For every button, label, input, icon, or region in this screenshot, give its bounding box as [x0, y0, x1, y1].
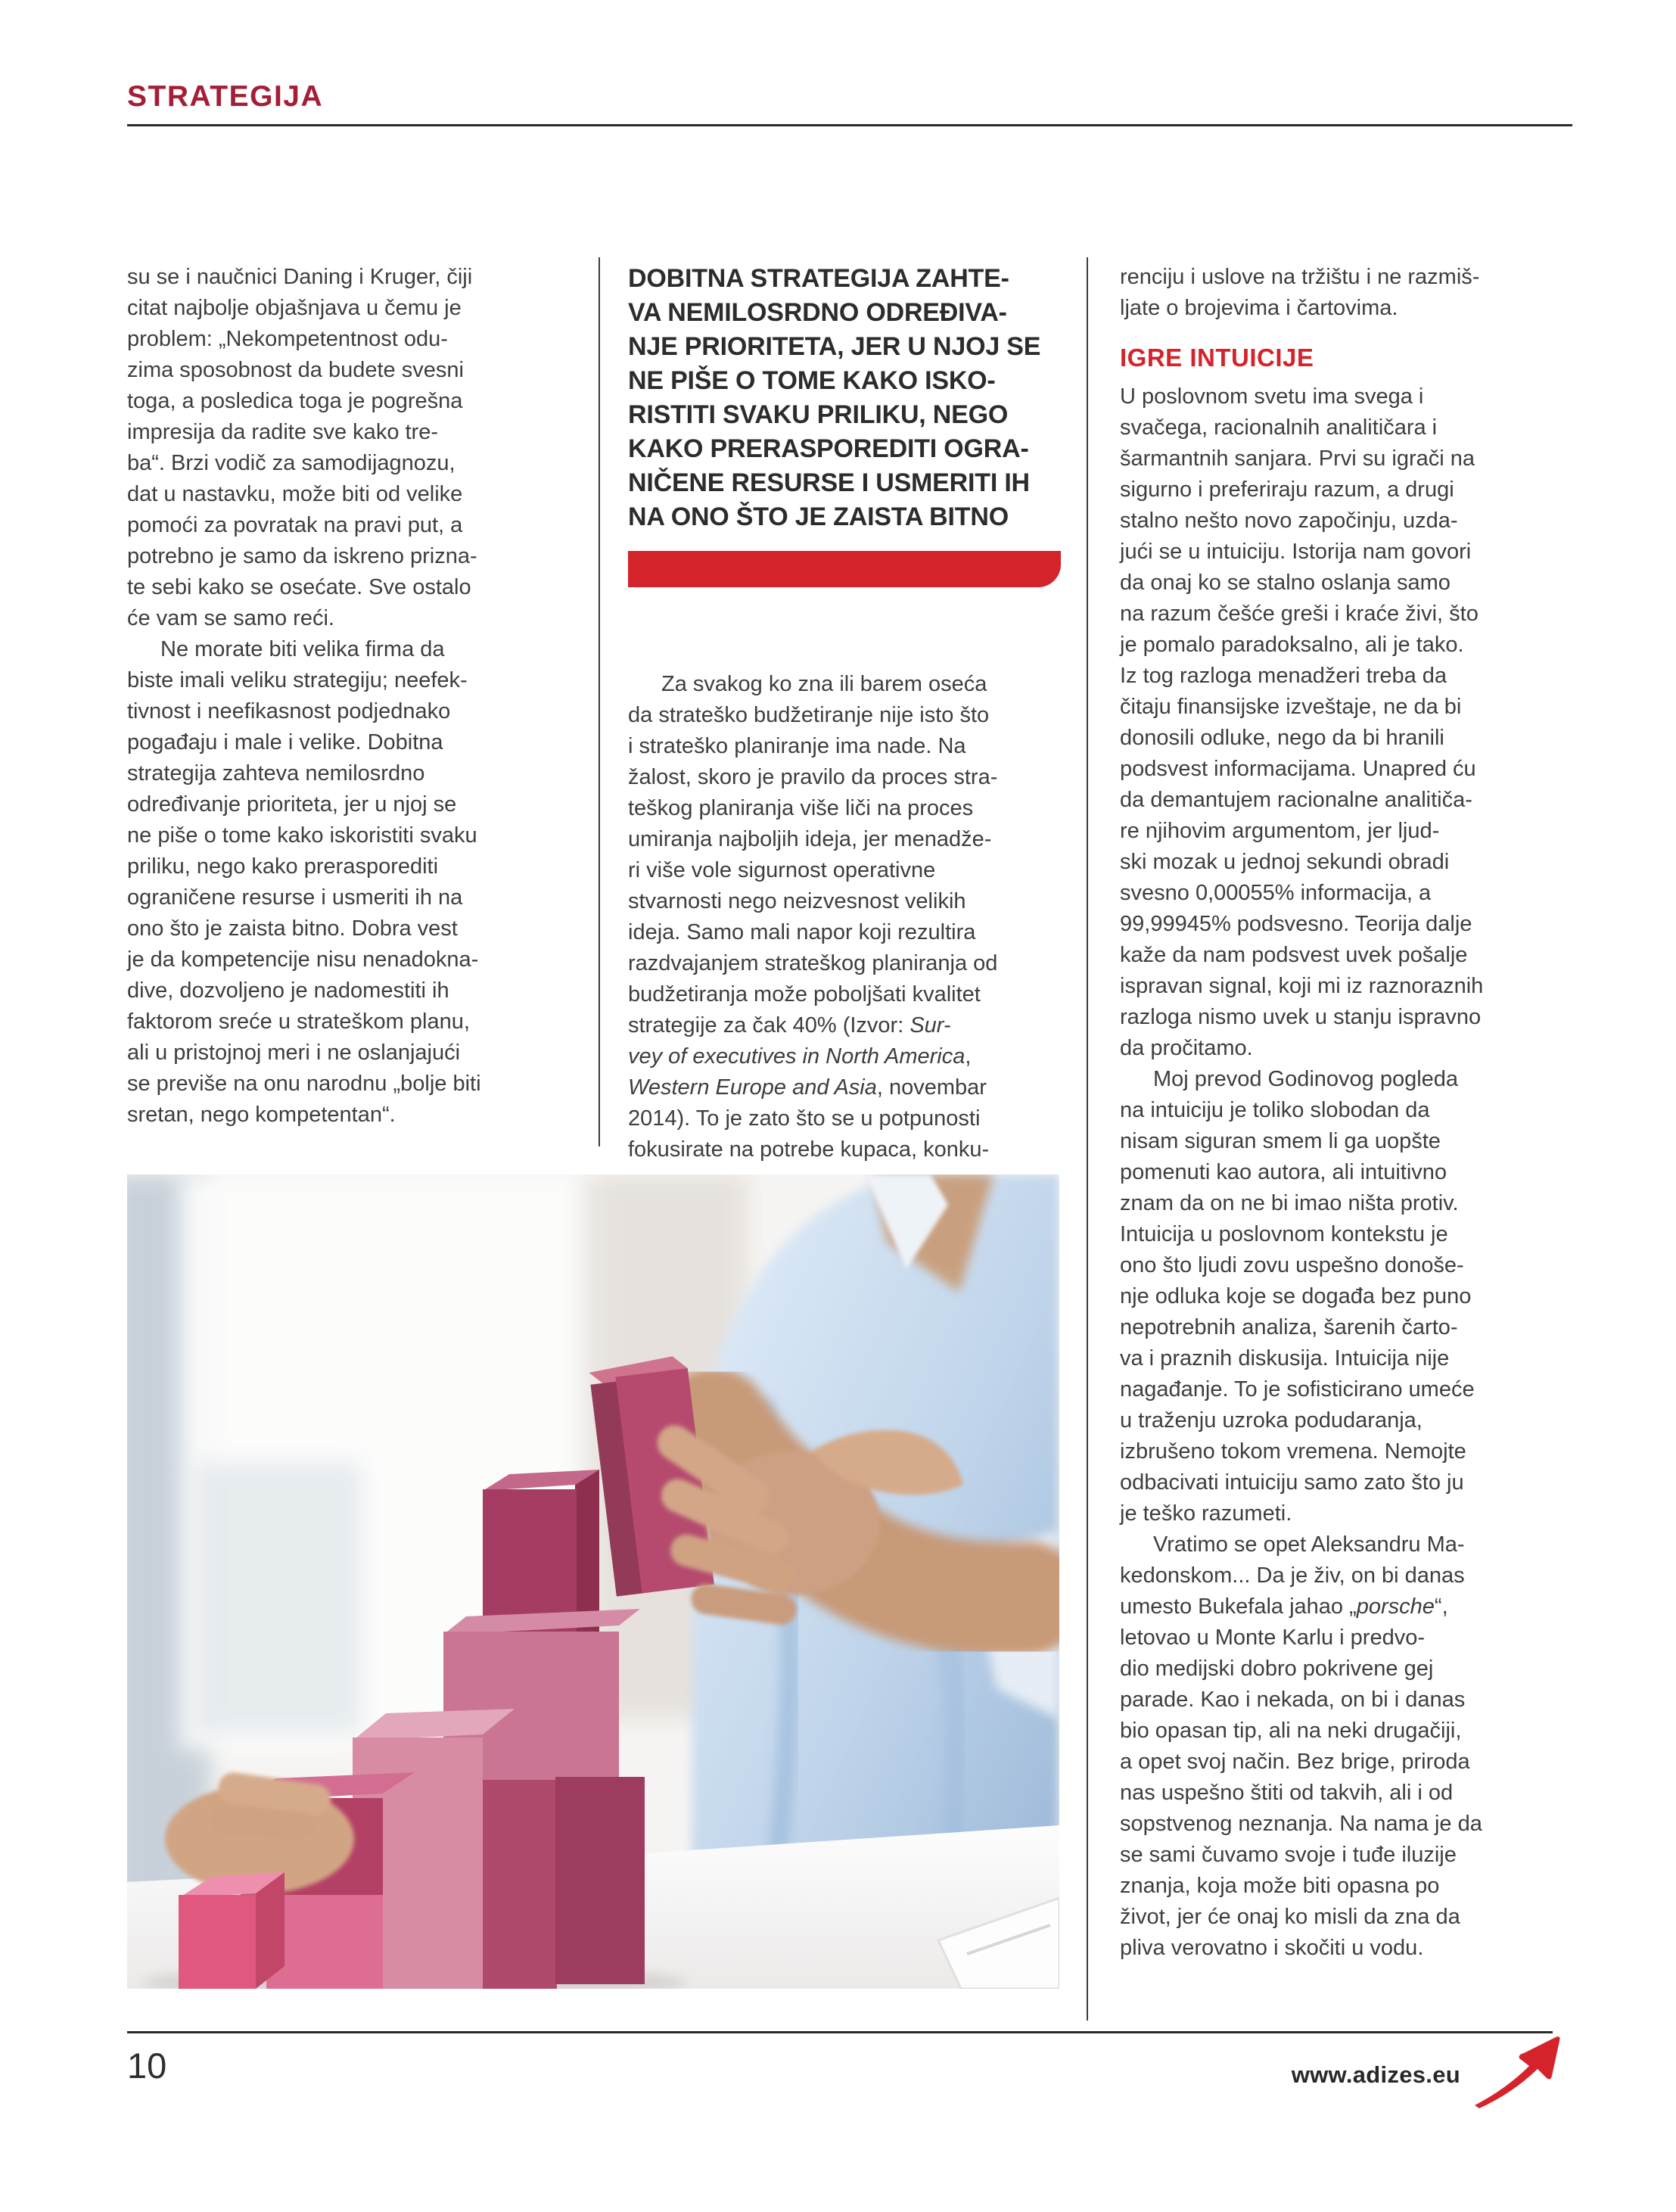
paragraph: Ne morate biti velika firma da biste imali veliku strategiju; neefek- tivnost i neefikasnost podjednako pogađaju i male i velike. Dobitna strategija zahteva nemilosrdno određivanje prioriteta, jer u njoj se ne piše o tome kako iskoristiti svaku priliku, nego kako prerasporediti ograničene resurse i usmeriti ih na ono što je zaista bitno. Dobra vest je da kompetencije nisu nenadokna- dive, dozvoljeno je nadomestiti ih faktorom sreće u strateškom planu, ali u pristojnoj meri i ne oslanjajući se previše na onu narodnu „bolje biti sretan, nego kompetentan“.: [127, 637, 481, 1127]
stacking-blocks-illustration: [127, 1174, 1059, 1989]
paragraph: Vratimo se opet Aleksandru Ma- kedonskom... Da je živ, on bi danas umesto Bukefala jahao „porsche“, letovao u Monte Karlu i predvo- dio medijski dobro pokrivene gej parade. Kao i nekada, on bi i danas bio opasan tip, ali na neki drugačiji, a opet svoj način. Bez brige, priroda nas uspešno štiti od takvih, ali i od sopstvenog neznanja. Na nama je da se sami čuvamo svoje i tuđe iluzije znanja, koja može biti opasna po život, jer će onaj ko misli da zna da pliva verovatno i skočiti u vodu.: [1120, 1532, 1482, 1960]
footer-rule: [127, 2031, 1553, 2033]
column-divider-right: [1087, 257, 1088, 2021]
column-right: [1120, 262, 1581, 1964]
paragraph: DOBITNA STRATEGIJA ZAHTE- VA NEMILOSRDNO ODREĐIVA- NJE PRIORITETA, JER U NJOJ SE NE PIŠE O TOME KAKO ISKO- RISTITI SVAKU PRILIKU, NEGO KAKO PRERASPOREDITI OGRA- NIČENE RESURSE I USMERITI IH NA ONO ŠTO JE ZAISTA BITNO: [628, 264, 1041, 531]
paragraph: U poslovnom svetu ima svega i svačega, racionalnih analitičara i šarmantnih sanjara. Prvi su igrači na sigurno i preferiraju razum, a drugi stalno nešto novo započinju, uzda- jući se u intuiciju. Istorija nam govori da onaj ko se stalno oslanja samo na razum češće greši i kraće živi, što je pomalo paradoksalno, ali je tako. Iz tog razloga menadžeri treba da čitaju finansijske izveštaje, ne da bi donosili odluke, nego da bi hranili podsvest informacijama. Unapred ću da demantujem racionalne analitiča- re njihovim argumentom, jer ljud- ski mozak u jednoj sekundi obradi svesno 0,00055% informacija, a 99,99945% podsvesno. Teorija dalje kaže da nam podsvest uvek pošalje ispravan signal, koji mi iz raznoraznih razloga nismo uvek u stanju ispravno da pročitamo.: [1120, 384, 1484, 1060]
section-kicker: STRATEGIJA: [127, 80, 324, 113]
page-number: 10: [127, 2046, 167, 2086]
section-heading: IGRE INTUICIJE: [1120, 344, 1314, 372]
paragraph: Moj prevod Godinovog pogleda na intuiciju je toliko slobodan da nisam siguran smem li ga uopšte pomenuti kao autora, ali intuitivno znam da on ne bi imao ništa protiv. Intuicija u poslovnom kontekstu je ono što ljudi zovu uspešno donoše- nje odluka koje se događa bez puno nepotrebnih analiza, šarenih čarto- va i praznih diskusija. Intuicija nije nagađanje. To je sofisticirano umeće u traženju uzroka podudaranja, izbrušeno tokom vremena. Nemojte odbacivati intuiciju samo zato što ju je teško razumeti.: [1120, 1067, 1475, 1526]
adizes-arrow-logo: [1473, 2034, 1564, 2108]
paragraph: su se i naučnici Daning i Kruger, čiji citat najbolje objašnjava u čemu je problem: „Nekompetentnost odu- zima sposobnost da budete svesni toga, a posledica toga je pogrešna impresija da radite sve kako tre- ba“. Brzi vodič za samodijagnozu, dat u nastavku, može biti od velike pomoći za povratak na pravi put, a potrebno je samo da iskreno prizna- te sebi kako se osećate. Sve ostalo će vam se samo reći.: [127, 265, 477, 630]
paragraph: renciju i uslove na tržištu i ne razmiš- ljate o brojevima i čartovima.: [1120, 265, 1480, 320]
website-url: www.adizes.eu: [1291, 2061, 1460, 2088]
column-left: [127, 262, 592, 1131]
paragraph: Za svakog ko zna ili barem oseća da strateško budžetiranje nije isto što i strateško planiranje ima nade. Na žalost, skoro je pravilo da proces stra- teškog planiranja više liči na proces umiranja najboljih ideja, jer menadže- ri više vole sigurnost operativne stvarnosti nego neizvesnost velikih ideja. Samo mali napor koji rezultira razdvajanjem strateškog planiranja od budžetiranja može poboljšati kvalitet strategije za čak 40% (Izvor: Sur- vey of executives in North America, Western Europe and Asia, novembar 2014). To je zato što se u potpunosti fokusirate na potrebe kupaca, konku-: [628, 672, 998, 1162]
stacking-blocks-photo: [127, 1174, 1059, 1989]
column-middle: [628, 669, 1082, 1165]
pull-quote: [628, 262, 1082, 534]
column-divider-left: [599, 257, 600, 1146]
header-rule: [127, 124, 1572, 126]
pull-quote-accent-bar: [628, 551, 1061, 587]
